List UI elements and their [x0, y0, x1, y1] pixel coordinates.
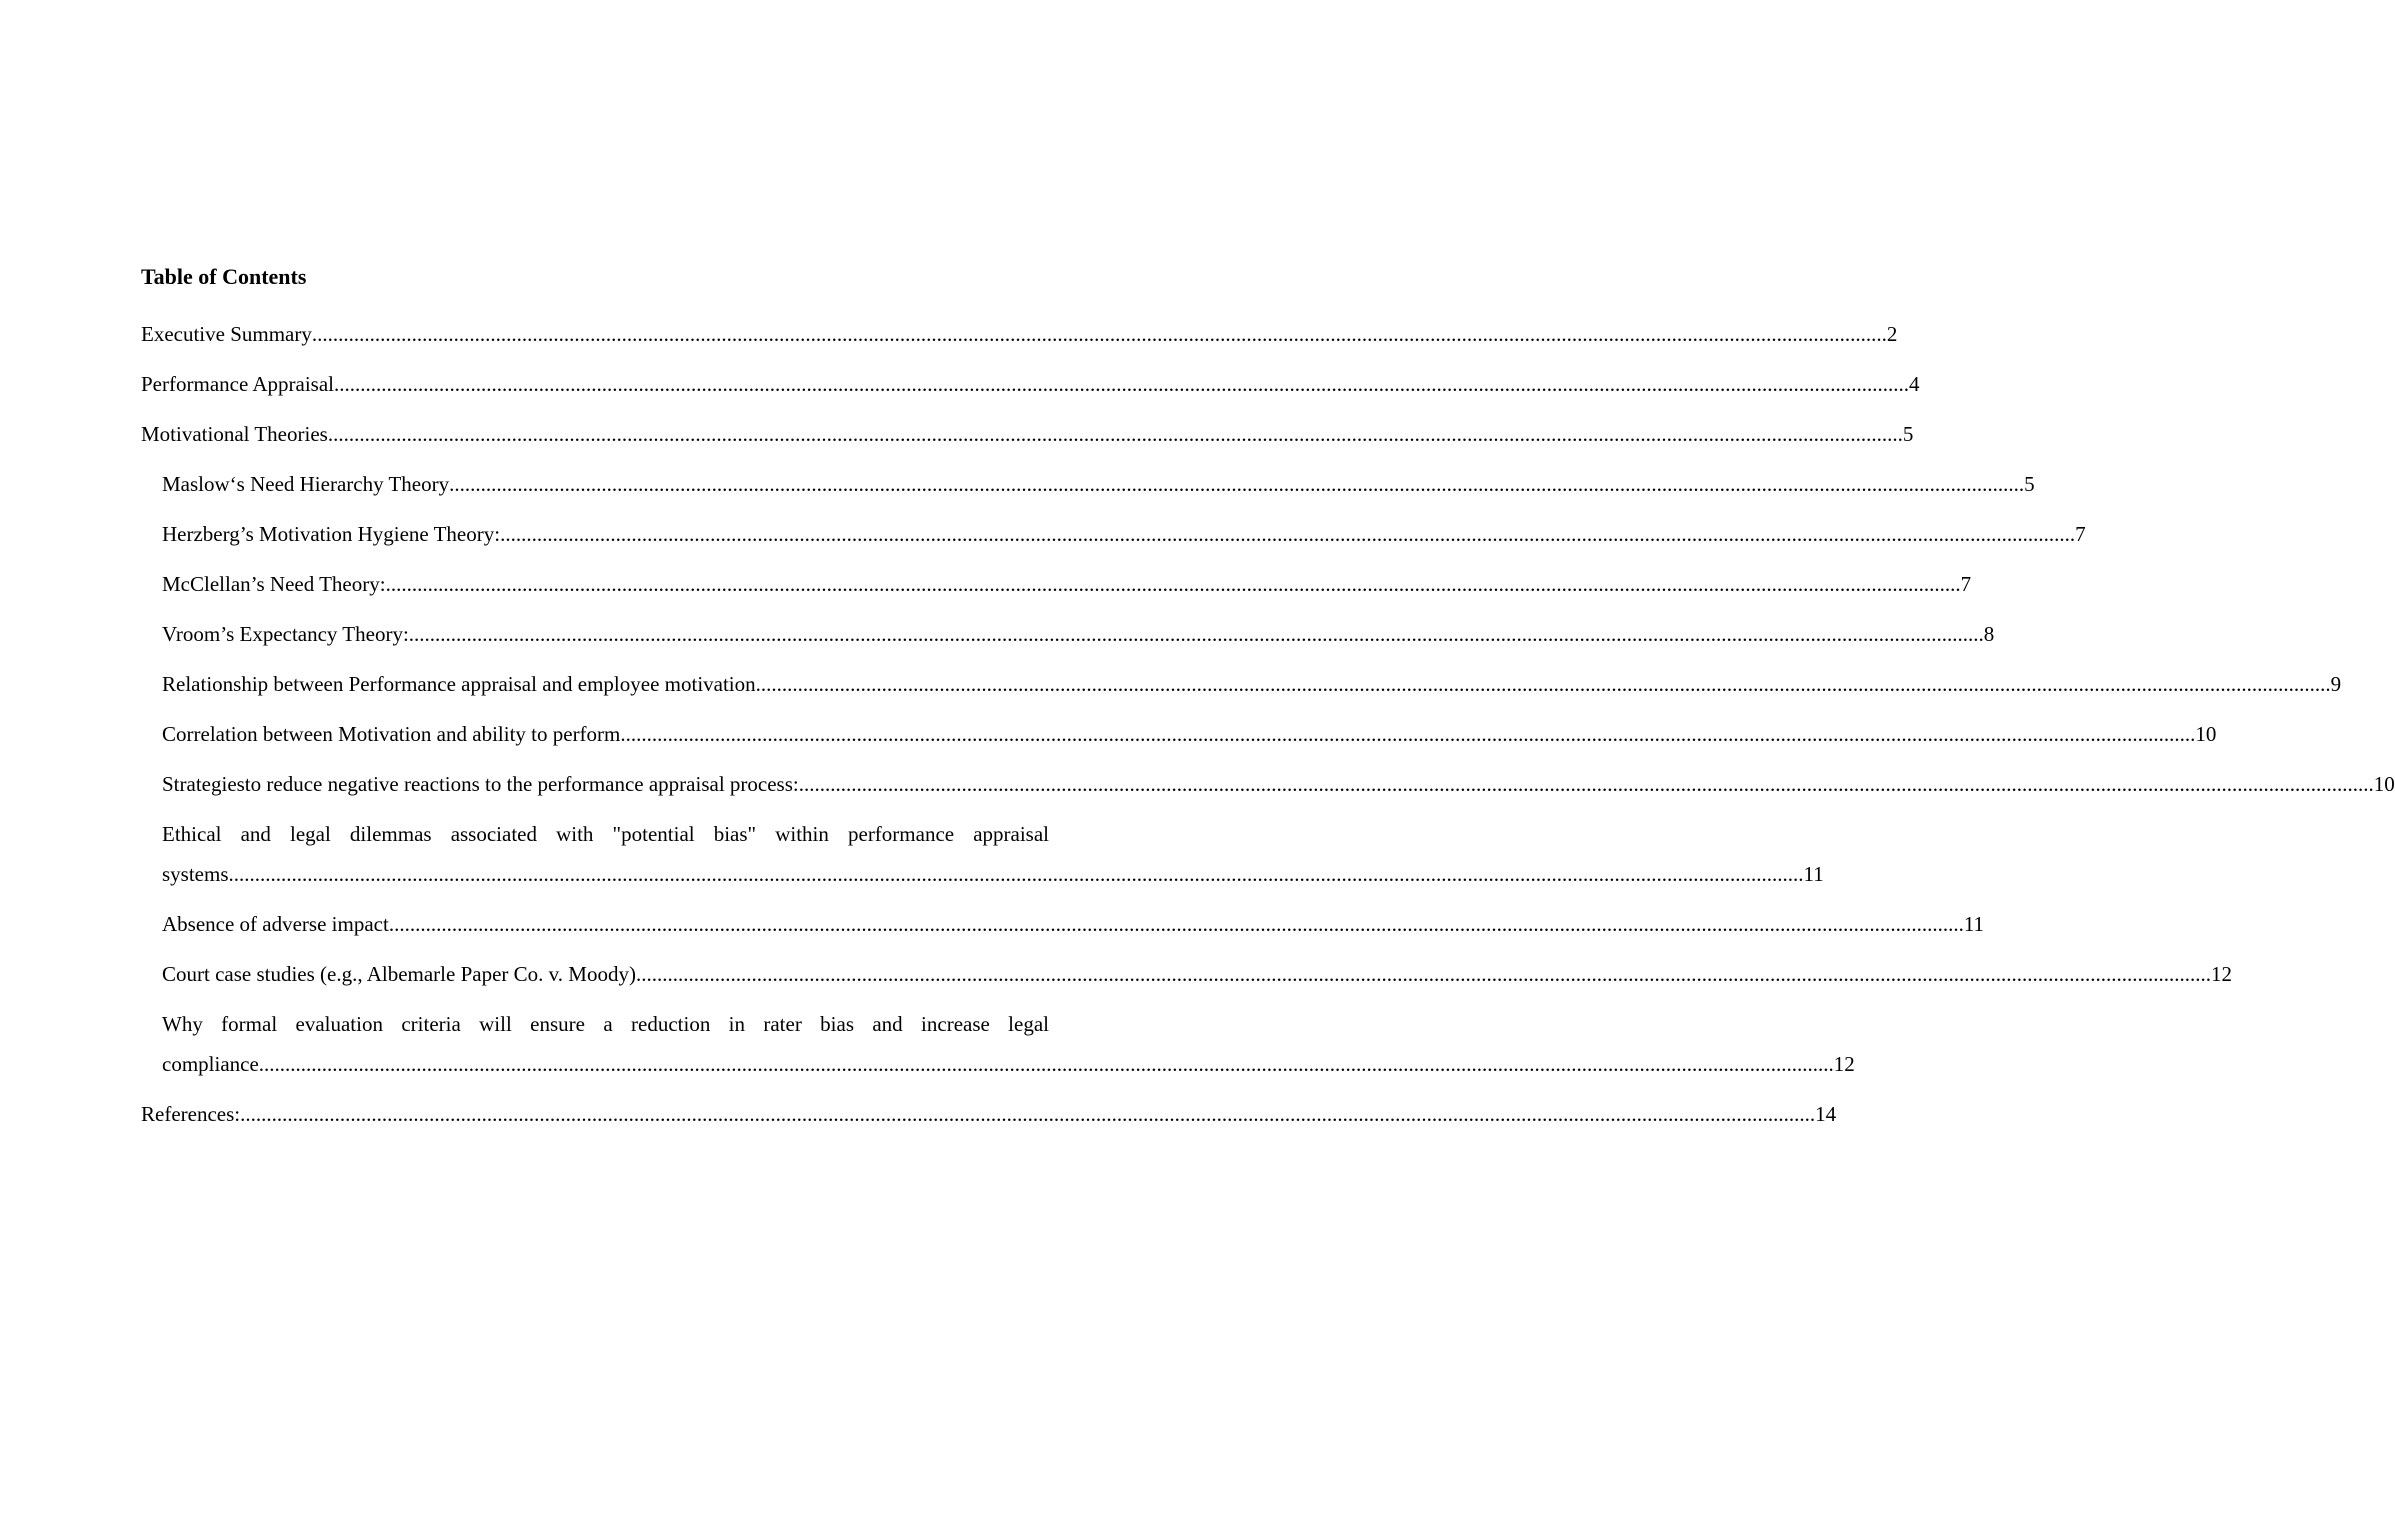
toc-entry-label: Absence of adverse impact — [162, 912, 389, 936]
toc-entry-page: 9 — [2330, 672, 2342, 696]
toc-entry-label: Vroom’s Expectancy Theory: — [162, 622, 409, 646]
toc-entry-correlation[interactable] — [141, 714, 2217, 754]
toc-entry-label: Executive Summary — [141, 322, 312, 346]
toc-entry-page: 12 — [1833, 1052, 1855, 1076]
toc-entry-page: 5 — [1902, 422, 1914, 446]
toc-entry-relationship[interactable] — [141, 664, 2342, 704]
toc-entry-performance-appraisal[interactable] — [141, 364, 1920, 404]
toc-entry-page: 14 — [1815, 1102, 1837, 1126]
toc-entry-ethical-legal[interactable] — [141, 814, 1824, 894]
toc-entry-label: Herzberg’s Motivation Hygiene Theory: — [162, 522, 501, 546]
dot-leader: ............................................................................................................................................................................................................................................................................................................ — [388, 912, 1964, 936]
toc-entry-label: Ethical and legal dilemmas associated with "potential bias" within performance appraisal — [162, 822, 1049, 846]
toc-entry-page: 2 — [1886, 322, 1898, 346]
toc-entry-page: 11 — [1803, 862, 1824, 886]
dot-leader: ............................................................................................................................................................................................................................................................................................................ — [635, 962, 2211, 986]
toc-entry-page: 7 — [2075, 522, 2086, 546]
table-of-contents — [141, 262, 2395, 1144]
toc-entry-label: McClellan’s Need Theory: — [162, 572, 386, 596]
toc-entry-label: Court case studies (e.g., Albemarle Paper Co. v. Moody) — [162, 962, 636, 986]
toc-entry-page: 5 — [2024, 472, 2035, 496]
dot-leader: ............................................................................................................................................................................................................................................................................................................ — [449, 472, 2025, 496]
dot-leader: ............................................................................................................................................................................................................................................................................................................ — [334, 372, 1910, 396]
toc-entry-label: Maslow‘s Need Hierarchy Theory — [162, 472, 450, 496]
toc-entry-page: 4 — [1909, 372, 1920, 396]
toc-entry-vroom[interactable] — [141, 614, 1995, 654]
toc-entry-court-cases[interactable] — [141, 954, 2232, 994]
toc-entry-label: Performance Appraisal — [141, 372, 335, 396]
toc-entry-herzberg[interactable] — [141, 514, 2086, 554]
toc-entry-label: Correlation between Motivation and ability to perform — [162, 722, 621, 746]
toc-entry-page: 11 — [1963, 912, 1985, 936]
dot-leader: ............................................................................................................................................................................................................................................................................................................ — [240, 1102, 1816, 1126]
toc-entry-label-continued: systems — [162, 862, 229, 886]
toc-entry-page: 12 — [2210, 962, 2232, 986]
toc-entry-label: Strategiesto reduce negative reactions to the performance appraisal process: — [162, 772, 799, 796]
dot-leader: ............................................................................................................................................................................................................................................................................................................ — [798, 772, 2374, 796]
toc-entry-maslow[interactable] — [141, 464, 2035, 504]
toc-entry-references[interactable] — [141, 1094, 1837, 1134]
toc-entry-page: 8 — [1983, 622, 1995, 646]
dot-leader: ............................................................................................................................................................................................................................................................................................................ — [228, 862, 1804, 886]
toc-entry-executive-summary[interactable] — [141, 314, 1898, 354]
toc-entry-label: References: — [141, 1102, 241, 1126]
toc-entry-mcclellan[interactable] — [141, 564, 1972, 604]
toc-entry-label: Relationship between Performance appraisal and employee motivation — [162, 672, 756, 696]
dot-leader: ............................................................................................................................................................................................................................................................................................................ — [620, 722, 2196, 746]
toc-entry-page: 10 — [2195, 722, 2217, 746]
dot-leader: ............................................................................................................................................................................................................................................................................................................ — [408, 622, 1984, 646]
toc-entry-label: Why formal evaluation criteria will ensure a reduction in rater bias and increase legal — [162, 1012, 1049, 1036]
toc-entry-strategies[interactable] — [141, 764, 2395, 804]
toc-entry-label: Motivational Theories — [141, 422, 328, 446]
dot-leader: ............................................................................................................................................................................................................................................................................................................ — [755, 672, 2331, 696]
toc-entry-motivational-theories[interactable] — [141, 414, 1914, 454]
dot-leader: ............................................................................................................................................................................................................................................................................................................ — [500, 522, 2076, 546]
toc-entry-adverse-impact[interactable] — [141, 904, 1985, 944]
dot-leader: ............................................................................................................................................................................................................................................................................................................ — [385, 572, 1961, 596]
toc-entry-label-continued: compliance — [162, 1052, 259, 1076]
toc-entry-formal-criteria[interactable] — [141, 1004, 1855, 1084]
toc-entry-page: 10 — [2373, 772, 2395, 796]
toc-entry-page: 7 — [1960, 572, 1972, 596]
dot-leader: ............................................................................................................................................................................................................................................................................................................ — [258, 1052, 1834, 1076]
toc-title: Table of Contents — [141, 264, 307, 289]
dot-leader: ............................................................................................................................................................................................................................................................................................................ — [327, 422, 1903, 446]
dot-leader: ............................................................................................................................................................................................................................................................................................................ — [311, 322, 1887, 346]
